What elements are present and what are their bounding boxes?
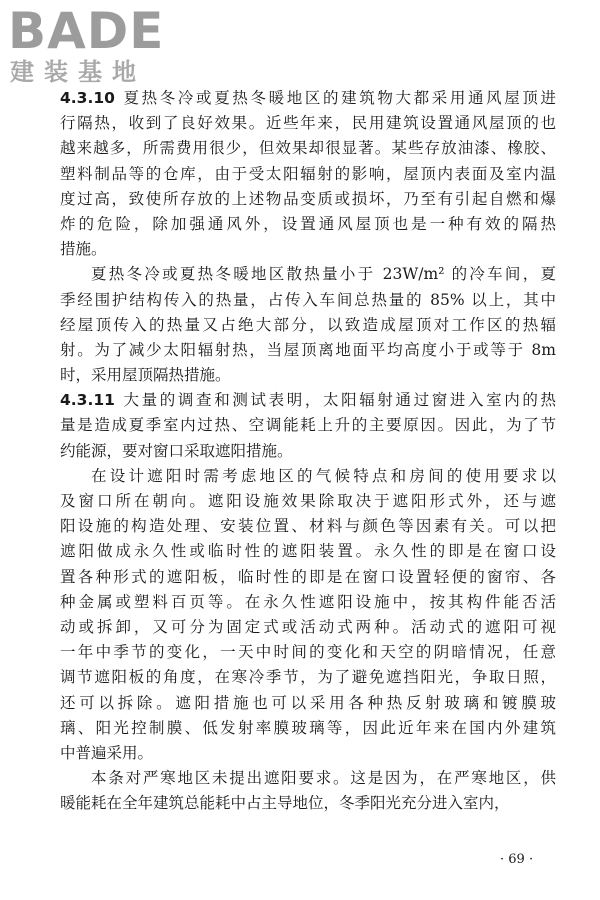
text-line xyxy=(60,388,556,413)
line-text: 种金属或塑料百页等。在永久性遮阳设施中，按其构件能否活 xyxy=(60,592,556,611)
text-line xyxy=(60,237,556,262)
page-number: · 69 · xyxy=(500,852,534,867)
line-text: 本条对严寒地区未提出遮阳要求。这是因为，在严寒地区，供 xyxy=(91,769,556,788)
line-text: 约能源，要对窗口采取遮阳措施。 xyxy=(60,441,293,460)
line-text: 射。为了减少太阳辐射热，当屋顶离地面平均高度小于或等于 8m xyxy=(60,340,556,359)
clause-4-3-10 xyxy=(60,86,556,388)
clause-4-3-11 xyxy=(60,388,556,816)
text-line xyxy=(60,262,556,287)
line-text: 暖能耗在全年建筑总能耗中占主导地位，冬季阳光充分进入室内， xyxy=(60,794,510,813)
line-text: 量是造成夏季室内过热、空调能耗上升的主要原因。因此，为了节 xyxy=(60,416,556,435)
logo-subtitle: 建装基地 xyxy=(10,58,146,86)
text-line xyxy=(60,212,556,237)
clause-number: 4.3.11 xyxy=(60,391,115,410)
text-line xyxy=(60,313,556,338)
line-text: 季经围护结构传入的热量，占传入车间总热量的 85% 以上，其中 xyxy=(60,290,556,309)
line-text: 及窗口所在朝向。遮阳设施效果除取决于遮阳形式外，还与遮 xyxy=(60,492,556,510)
paragraph xyxy=(60,766,556,816)
text-line xyxy=(60,111,556,136)
line-text: 遮阳做成永久性或临时性的遮阳装置。永久性的即是在窗口设 xyxy=(60,542,556,561)
text-line xyxy=(60,439,556,464)
line-text: 夏热冬冷或夏热冬暖地区的建筑物大都采用通风屋顶进 xyxy=(120,89,556,107)
line-text: 夏热冬冷或夏热冬暖地区散热量小于 23W/m² 的冷车间，夏 xyxy=(91,265,556,284)
line-text: 越来越多，所需费用很少，但效果却很显著。某些存放油漆、橡胶、 xyxy=(60,139,556,158)
paragraph xyxy=(60,262,556,388)
text-line xyxy=(60,464,556,489)
line-text: 一年中季节的变化，一天中时间的变化和天空的阴暗情况，任意 xyxy=(60,643,556,662)
line-text: 经屋顶传入的热量又占绝大部分，以致造成屋顶对工作区的热辐 xyxy=(60,315,556,334)
text-line xyxy=(60,590,556,615)
line-text: 度过高，致使所存放的上述物品变质或损坏，乃至有引起自燃和爆 xyxy=(60,189,556,208)
text-line xyxy=(60,136,556,161)
text-line xyxy=(60,741,556,766)
text-line xyxy=(60,338,556,363)
text-line xyxy=(60,565,556,590)
document-body xyxy=(60,86,556,816)
text-line xyxy=(60,766,556,791)
line-text: 阳设施的构造处理、安装位置、材料与颜色等因素有关。可以把 xyxy=(60,517,556,536)
text-line xyxy=(60,489,556,514)
line-text: 塑料制品等的仓库，由于受太阳辐射的影响，屋顶内表面及室内温 xyxy=(60,164,556,183)
line-text: 动或拆卸，又可分为固定式或活动式两种。活动式的遮阳可视 xyxy=(60,617,556,636)
line-text: 还可以拆除。遮阳措施也可以采用各种热反射玻璃和镀膜玻 xyxy=(60,693,556,712)
text-line xyxy=(60,162,556,187)
line-text: 行隔热，收到了良好效果。近些年来，民用建筑设置通风屋顶的也 xyxy=(60,114,556,133)
text-line xyxy=(60,539,556,564)
line-text: 在设计遮阳时需考虑地区的气候特点和房间的使用要求以 xyxy=(91,466,556,485)
text-line xyxy=(60,691,556,716)
line-text: 大量的调查和测试表明，太阳辐射通过窗进入室内的热 xyxy=(120,391,556,410)
line-text: 璃、阳光控制膜、低发射率膜玻璃等，因此近年来在国内外建筑 xyxy=(60,718,556,737)
logo-wordmark: BADE xyxy=(8,2,165,60)
text-line xyxy=(60,665,556,690)
text-line xyxy=(60,187,556,212)
line-text: 措施。 xyxy=(60,240,107,259)
text-line xyxy=(60,514,556,539)
line-text: 中普遍采用。 xyxy=(60,743,154,762)
text-line xyxy=(60,363,556,388)
paragraph xyxy=(60,388,556,464)
line-text: 调节遮阳板的角度，在寒冷季节，为了避免遮挡阳光，争取日照， xyxy=(60,668,556,687)
bade-logo xyxy=(8,4,178,88)
text-line xyxy=(60,413,556,438)
line-text: 炸的危险，除加强通风外，设置通风屋顶也是一种有效的隔热 xyxy=(60,214,556,233)
text-line xyxy=(60,640,556,665)
clause-number: 4.3.10 xyxy=(60,89,115,107)
line-text: 置各种形式的遮阳板，临时性的即是在窗口设置轻便的窗帘、各 xyxy=(60,567,556,586)
text-line xyxy=(60,791,556,816)
text-line xyxy=(60,86,556,111)
paragraph xyxy=(60,464,556,766)
paragraph xyxy=(60,86,556,262)
line-text: 时，采用屋顶隔热措施。 xyxy=(60,366,231,385)
text-line xyxy=(60,615,556,640)
text-line xyxy=(60,716,556,741)
text-line xyxy=(60,288,556,313)
